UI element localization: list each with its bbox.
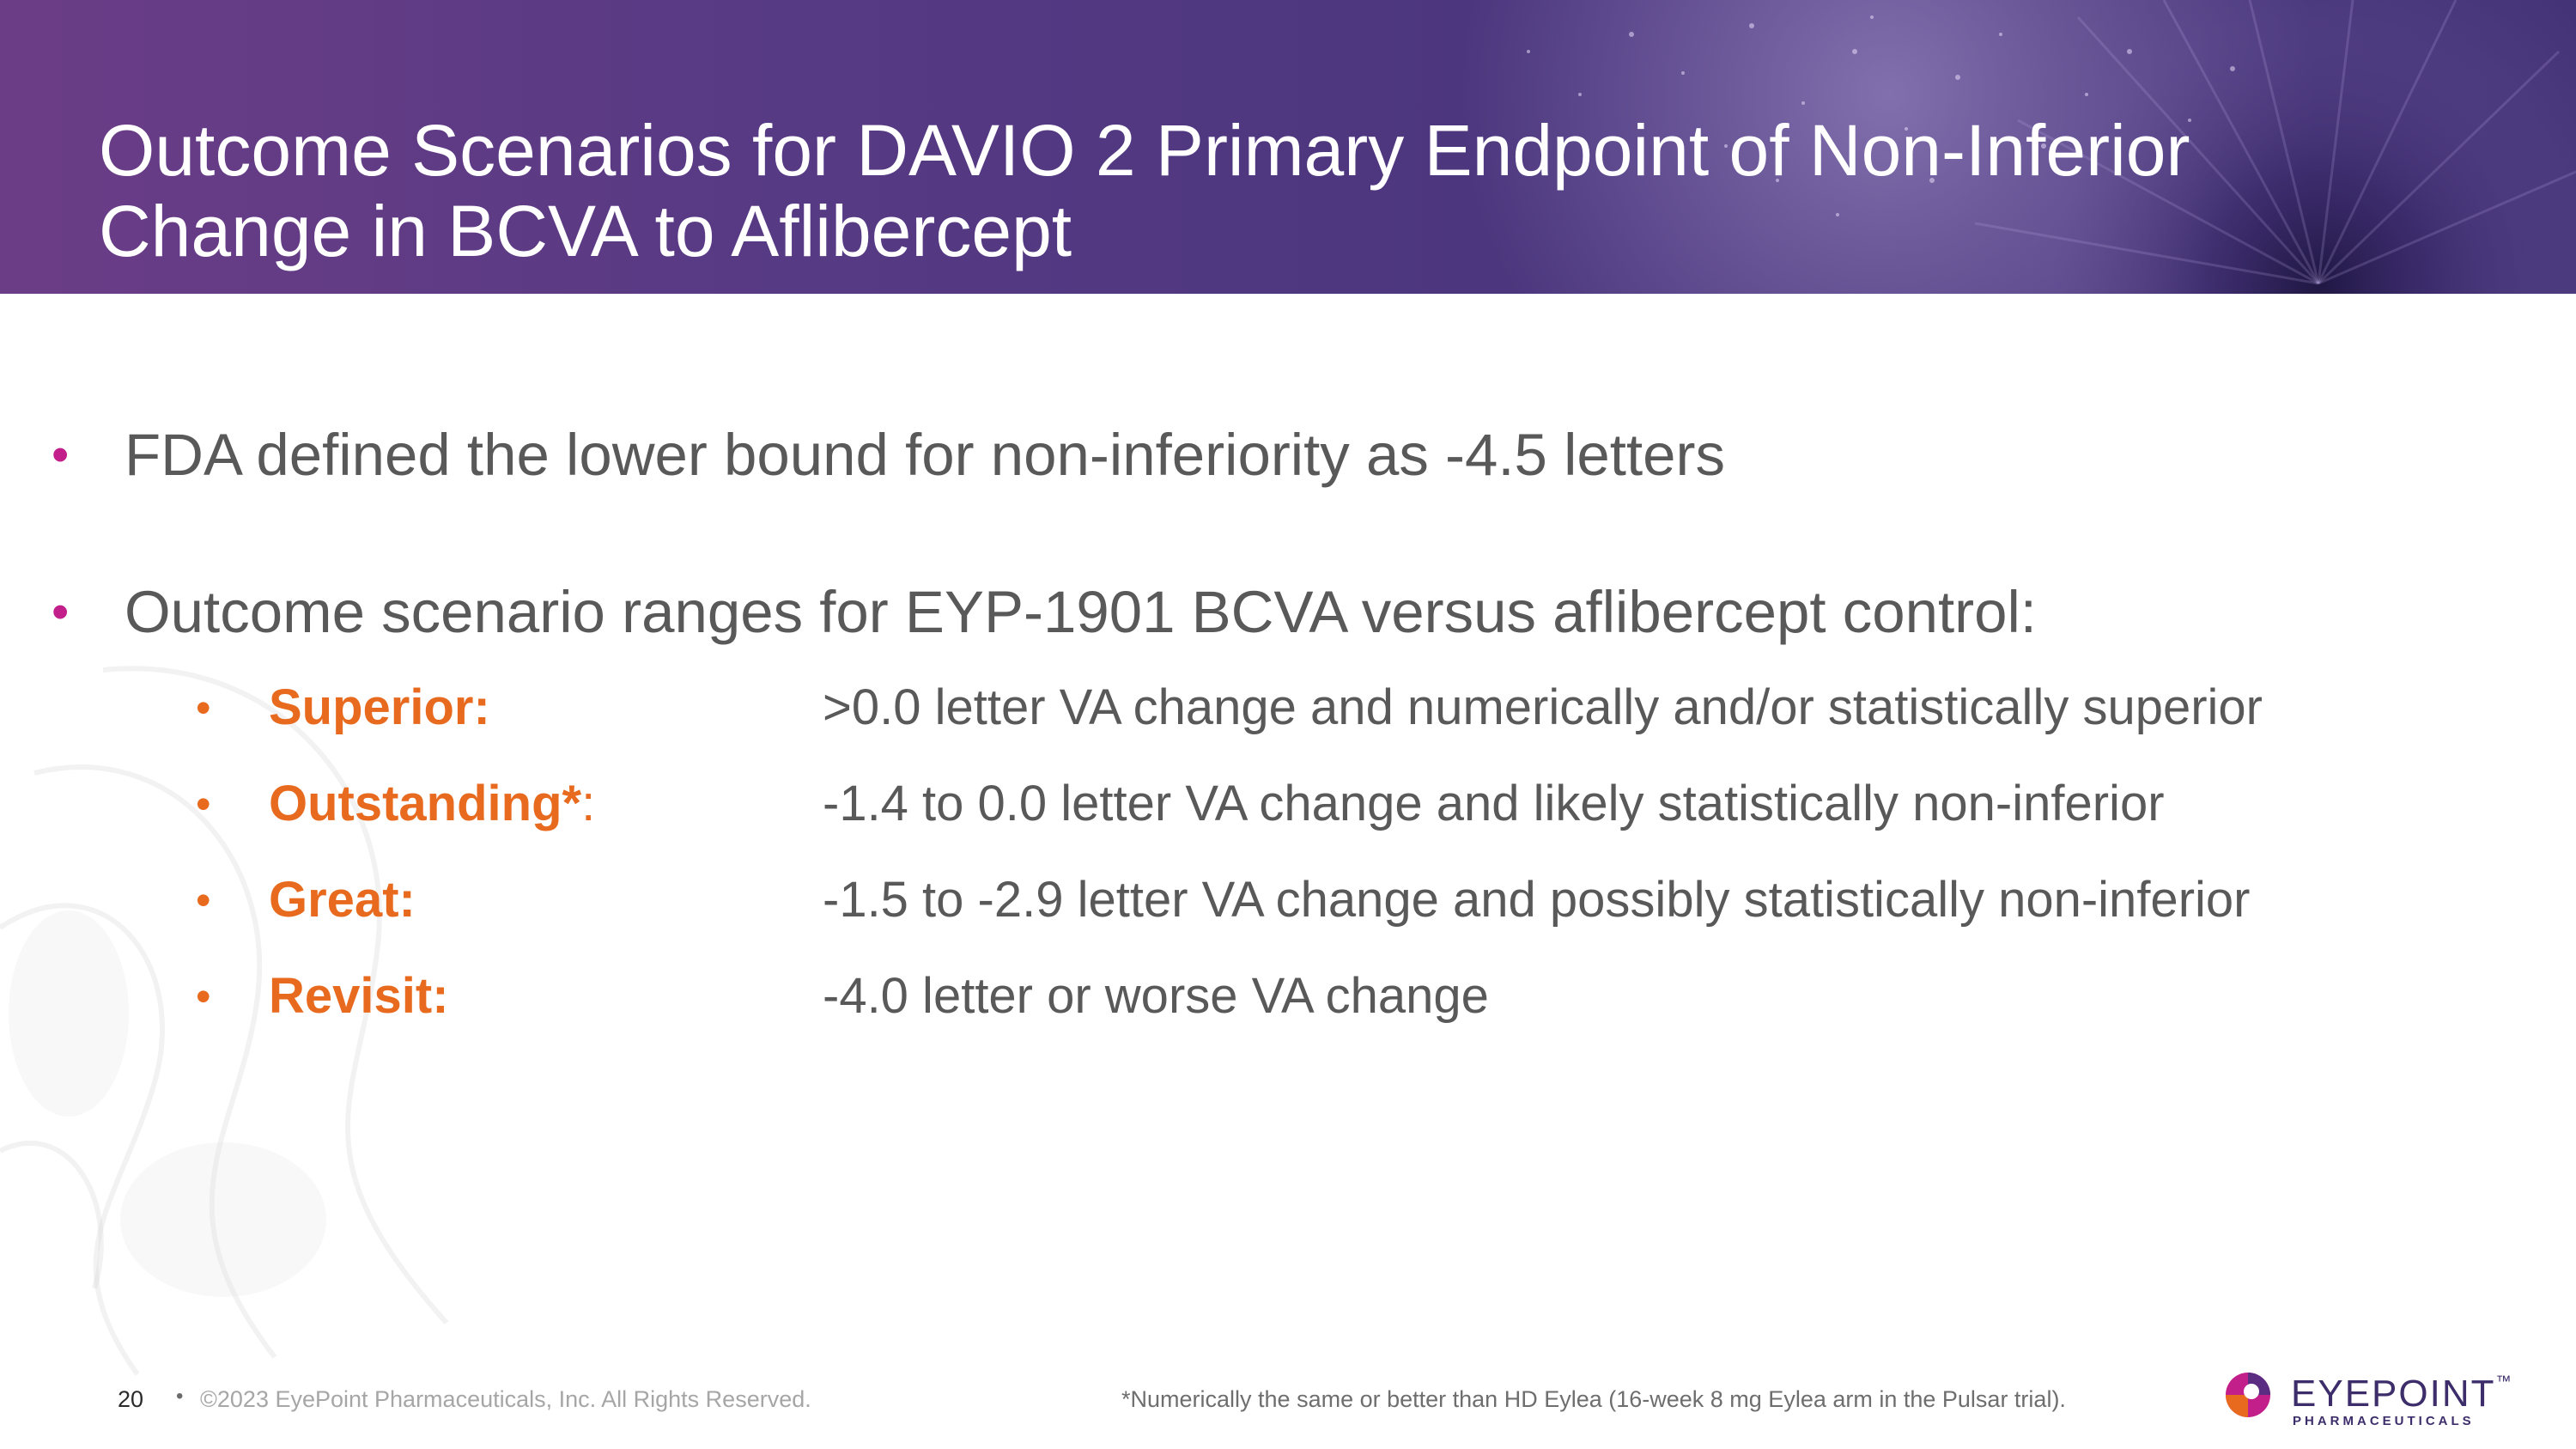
eyepoint-logo-icon (2215, 1366, 2275, 1426)
scenario-label-text: Superior: (269, 679, 490, 735)
scenario-great (196, 871, 2250, 928)
footnote: *Numerically the same or better than HD Eylea (16-week 8 mg Eylea arm in the Pulsar trial). (1121, 1386, 2066, 1412)
bullet-outcome-ranges (52, 578, 2037, 646)
page-title-line-2: Change in BCVA to Aflibercept (99, 191, 1072, 271)
scenario-label (269, 967, 823, 1025)
scenario-label (269, 775, 823, 832)
scenario-label-suffix: : (581, 776, 596, 831)
footer-separator: • (176, 1385, 184, 1408)
logo-wordmark (2291, 1373, 2513, 1416)
scenario-label-text: Outstanding* (269, 776, 582, 831)
scenario-outstanding (196, 775, 2165, 832)
bullet-dot-icon: • (196, 971, 211, 1020)
bullet-text: FDA defined the lower bound for non-inferiority as -4.5 letters (125, 422, 1725, 488)
bullet-dot-icon: • (196, 683, 211, 732)
company-logo (2215, 1366, 2513, 1434)
bullet-text: Outcome scenario ranges for EYP-1901 BCVA versus aflibercept control: (125, 579, 2037, 645)
scenario-description: -1.4 to 0.0 letter VA change and likely statistically non-inferior (823, 776, 2165, 831)
page-title (99, 110, 2417, 271)
scenario-revisit (196, 967, 1489, 1025)
bullet-dot-icon: • (196, 875, 211, 924)
copyright-notice: ©2023 EyePoint Pharmaceuticals, Inc. All Rights Reserved. (200, 1386, 811, 1412)
logo-subtitle: PHARMACEUTICALS (2293, 1414, 2475, 1428)
bullet-dot-icon: • (196, 779, 211, 828)
bullet-dot-icon: • (52, 427, 70, 483)
header-banner (0, 0, 2576, 294)
scenario-label (269, 871, 823, 928)
scenario-label-text: Revisit: (269, 968, 449, 1024)
scenario-label (269, 679, 823, 736)
bullet-fda-bound (52, 421, 1725, 489)
bullet-dot-icon: • (52, 584, 70, 640)
scenario-label-text: Great: (269, 872, 416, 928)
scenario-superior (196, 679, 2263, 736)
scenario-description: >0.0 letter VA change and numerically and/or statistically superior (823, 679, 2263, 735)
logo-name: EYEPOINT (2291, 1373, 2496, 1415)
scenario-description: -1.5 to -2.9 letter VA change and possibly statistically non-inferior (823, 872, 2251, 928)
logo-trademark: ™ (2495, 1373, 2513, 1390)
page-title-line-1: Outcome Scenarios for DAVIO 2 Primary Endpoint of Non-Inferior (99, 110, 2190, 191)
page-number: 20 (118, 1386, 144, 1412)
scenario-description: -4.0 letter or worse VA change (823, 968, 1489, 1024)
